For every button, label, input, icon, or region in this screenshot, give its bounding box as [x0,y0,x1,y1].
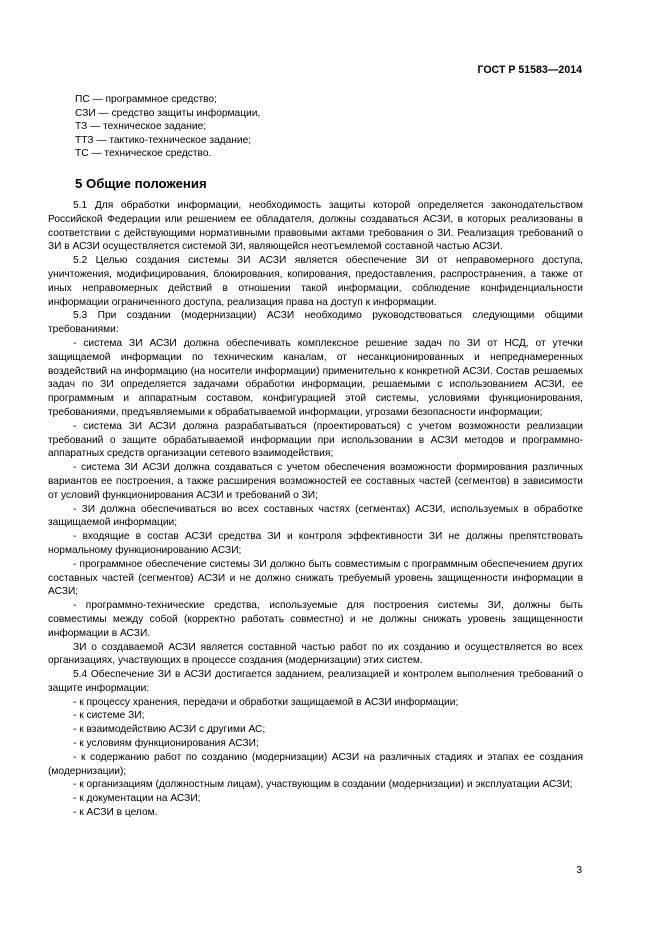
paragraph: - к документации на АСЗИ; [73,793,201,805]
paragraph: - к процессу хранения, передачи и обработки защищаемой в АСЗИ информации; [73,696,459,708]
paragraph: - система ЗИ АСЗИ должна разрабатываться (проектироваться) с учетом возможности реализации требований о защите обрабатываемой информации при использовании в АСЗИ методов и программно-аппаратных средств организации сетевого взаимодействия; [48,420,583,460]
document-code: ГОСТ Р 51583—2014 [477,64,582,76]
abbreviation-item: ТС — техническое средство. [75,148,212,160]
paragraph: - программно-технические средства, используемые для построения системы ЗИ, должны быть совместимы между собой (корректно работать совместно) и не должны снижать уровень защищенности информации в АСЗИ. [48,600,583,639]
paragraph: - система ЗИ АСЗИ должна создаваться с учетом обеспечения возможности формирования различных вариантов ее построения, а также расширения возможностей ее составных частей (сегментов) в зависимости от условий функционирования АСЗИ и требований о ЗИ; [48,462,583,501]
paragraph: - к организациям (должностным лицам), участвующим в создании (модернизации) и эксплуатации АСЗИ; [73,779,573,791]
paragraph: - к условиям функционирования АСЗИ; [73,738,259,750]
paragraph: 5.3 При создании (модернизации) АСЗИ необходимо руководствоваться следующими общими требованиями: [48,310,583,336]
paragraph: 5.2 Целью создания системы ЗИ АСЗИ является обеспечение ЗИ от неправомерного доступа, уничтожения, модифицирования, блокирования, копирования, предоставления, распространения, а также от иных неправомерных действий в отношении такой информации, соблюдение конфиденциальности информации ограниченного доступа, реализация права на доступ к информации. [48,255,583,308]
abbreviation-item: ТЗ — техническое задание; [75,121,207,133]
paragraph: - система ЗИ АСЗИ должна обеспечивать комплексное решение задач по ЗИ от НСД, от утечки защищаемой информации по техническим каналам, от несанкционированных и непреднамеренных воздействий на информацию (на носители информации) применительно к конкретной АСЗИ. Состав решаемых задач по ЗИ определяется задачами обработки информации, решаемыми с использованием АСЗИ, ее программным и аппаратным составом, конфигурацией этой системы, условиями функционирования, требованиями, предъявляемыми к обрабатываемой информации, угрозами безопасности информации; [48,337,583,418]
paragraph: - к содержанию работ по созданию (модернизации) АСЗИ на различных стадиях и этапах ее создания (модернизации); [48,751,583,777]
abbreviation-item: ПС — программное средство; [75,94,217,105]
page-number: 3 [576,865,582,876]
section-title: 5 Общие положения [75,176,207,191]
abbreviation-list [75,93,260,161]
paragraph: - к взаимодействию АСЗИ с другими АС; [73,724,266,736]
paragraph: - ЗИ должна обеспечиваться во всех составных частях (сегментах) АСЗИ, используемых в обработке защищаемой информации; [48,503,583,529]
abbreviation-item: СЗИ — средство защиты информации, [75,107,261,119]
paragraph: 5.4 Обеспечение ЗИ в АСЗИ достигается заданием, реализацией и контролем выполнения требований о защите информации: [48,669,583,694]
paragraph: - программное обеспечение системы ЗИ должно быть совместимым с программным обеспечением других составных частей (сегментов) АСЗИ и не должно снижать требуемый уровень защищенности информации в АСЗИ; [48,558,583,598]
paragraph: - к системе ЗИ; [73,710,145,722]
paragraph: - к АСЗИ в целом. [73,807,158,819]
abbreviation-item: ТТЗ — тактико-техническое задание; [75,134,252,146]
paragraph: 5.1 Для обработки информации, необходимость защиты которой определяется законодательством Российской Федерации или решением ее обладателя, должны создаваться АСЗИ, в которых реализованы в соответствии с действующими нормативными правовыми актами требования о ЗИ. Реализация требований о ЗИ в АСЗИ осуществляется системой ЗИ, являющейся неотъемлемой составной частью АСЗИ. [48,200,583,253]
paragraph: ЗИ о создаваемой АСЗИ является составной частью работ по их созданию и осуществляется во всех организациях, участвующих в процессе создания (модернизации) этих систем. [48,641,583,667]
paragraph: - входящие в состав АСЗИ средства ЗИ и контроля эффективности ЗИ не должны препятствовать нормальному функционированию АСЗИ; [48,531,583,556]
section-body [48,199,583,820]
